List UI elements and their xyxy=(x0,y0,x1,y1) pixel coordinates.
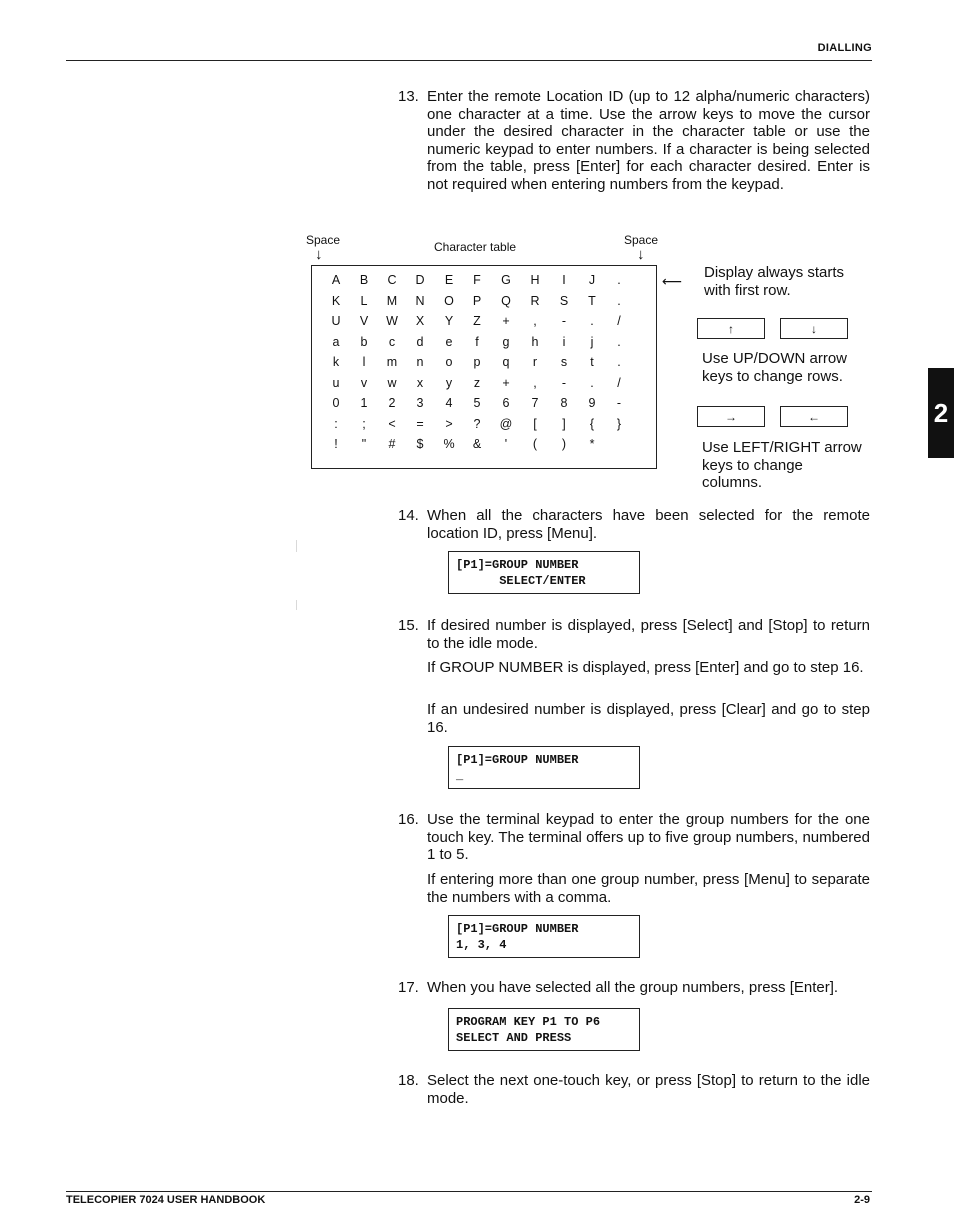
step-text: When all the characters have been selected for the remote location ID, press [Menu]. xyxy=(427,507,870,542)
character-cell: 6 xyxy=(502,396,510,410)
character-cell: v xyxy=(360,375,368,390)
character-cell: 1 xyxy=(360,396,368,410)
character-cell: * xyxy=(589,437,595,451)
character-cell: a xyxy=(332,334,340,349)
character-table-row xyxy=(312,355,658,375)
character-table-row xyxy=(312,417,658,437)
character-cell: w xyxy=(387,375,397,390)
character-cell: q xyxy=(502,355,510,369)
step-number: 14. xyxy=(398,507,419,524)
character-cell: % xyxy=(443,437,455,451)
character-cell: t xyxy=(590,355,594,369)
character-cell: + xyxy=(502,314,510,328)
scan-mark xyxy=(296,540,297,552)
character-cell: y xyxy=(445,375,453,390)
character-cell: @ xyxy=(499,416,513,431)
character-table-row xyxy=(312,273,658,293)
step-14 xyxy=(398,507,870,542)
character-cell: ! xyxy=(334,437,338,451)
left-arrow-key xyxy=(780,406,848,427)
step-text: Select the next one-touch key, or press [Stop] to return to the idle mode. xyxy=(427,1072,870,1107)
character-cell: g xyxy=(502,334,510,349)
step-text: Enter the remote Location ID (up to 12 alpha/numeric characters) one character at a time. Use the arrow keys to move the cursor under the desired character in the character table or use the numeric keypad to enter numbers. If a character is being selected from the table, press [Enter] for each character desired. Enter is not required when entering numbers from the keypad. xyxy=(427,88,870,193)
note-updown: Use UP/DOWN arrow keys to change rows. xyxy=(702,350,848,385)
character-table-row xyxy=(312,376,658,396)
step-number: 16. xyxy=(398,811,419,828)
character-cell: c xyxy=(388,334,396,349)
character-cell: E xyxy=(444,273,454,287)
character-cell: F xyxy=(473,273,481,287)
character-table-row xyxy=(312,314,658,334)
character-cell: z xyxy=(473,375,481,390)
character-cell: 9 xyxy=(588,396,596,410)
scan-mark xyxy=(296,600,297,610)
character-table-row xyxy=(312,294,658,314)
character-cell: o xyxy=(445,355,453,369)
character-cell: u xyxy=(332,375,340,390)
character-cell: I xyxy=(562,273,566,287)
character-cell: d xyxy=(416,334,424,349)
character-cell: j xyxy=(590,334,594,349)
character-cell: # xyxy=(388,437,396,451)
lcd-line-1: [P1]=GROUP NUMBER xyxy=(456,753,579,767)
character-cell: D xyxy=(415,273,425,287)
character-cell: Q xyxy=(501,293,511,308)
lcd-line-1: [P1]=GROUP NUMBER xyxy=(456,922,579,936)
character-cell: ( xyxy=(532,437,538,451)
arrow-down-icon: ↓ xyxy=(315,246,323,263)
character-cell: M xyxy=(386,293,398,308)
character-cell: ; xyxy=(362,416,366,431)
character-cell: $ xyxy=(416,437,424,451)
character-cell: . xyxy=(617,293,621,308)
step-text: When you have selected all the group numbers, press [Enter]. xyxy=(427,979,839,996)
character-cell: m xyxy=(386,355,398,369)
character-table-row xyxy=(312,335,658,355)
character-cell: = xyxy=(416,416,424,431)
character-cell: i xyxy=(562,334,566,349)
step-number: 15. xyxy=(398,617,419,634)
character-cell: ) xyxy=(561,437,567,451)
step-text: Use the terminal keypad to enter the group numbers for the one touch key. The terminal offers up to five group numbers, numbered 1 to 5. xyxy=(427,811,870,863)
character-cell: s xyxy=(560,355,568,369)
character-cell: Y xyxy=(444,314,454,328)
footer-rule xyxy=(66,1191,872,1192)
page-number: 2-9 xyxy=(854,1194,870,1206)
character-cell: h xyxy=(531,334,539,349)
character-cell: S xyxy=(559,293,569,308)
lcd-display xyxy=(448,551,640,594)
lcd-line-2: _ xyxy=(456,769,464,783)
character-cell: & xyxy=(472,437,482,451)
note-first-row: Display always starts with first row. xyxy=(704,264,845,299)
character-cell: . xyxy=(590,375,594,390)
step-number: 13. xyxy=(398,88,419,105)
character-cell: < xyxy=(388,416,396,431)
character-cell: x xyxy=(416,375,424,390)
arrow-left-icon: ⟵ xyxy=(662,273,683,289)
step-13 xyxy=(398,88,870,193)
lcd-line-1: [P1]=GROUP NUMBER xyxy=(456,558,579,572)
character-cell: r xyxy=(532,355,538,369)
step-15 xyxy=(398,617,870,652)
step-16 xyxy=(398,811,870,864)
character-cell: . xyxy=(617,334,621,349)
right-arrow-key xyxy=(697,406,765,427)
character-cell: n xyxy=(416,355,424,369)
lcd-line-1: PROGRAM KEY P1 TO P6 xyxy=(456,1015,601,1029)
character-cell: G xyxy=(501,273,511,287)
character-cell: , xyxy=(533,375,537,390)
character-cell: 5 xyxy=(473,396,481,410)
character-cell: . xyxy=(617,355,621,369)
character-cell: B xyxy=(359,273,369,287)
character-cell: K xyxy=(331,293,341,308)
step-15-paragraph-2: If GROUP NUMBER is displayed, press [Enter] and go to step 16. xyxy=(427,659,864,676)
lcd-line-2: SELECT AND PRESS xyxy=(456,1031,572,1045)
step-17 xyxy=(398,979,870,997)
character-cell: , xyxy=(533,314,537,328)
character-cell: 3 xyxy=(416,396,424,410)
down-arrow-icon: ↓ xyxy=(811,321,817,336)
note-leftright: Use LEFT/RIGHT arrow keys to change columns. xyxy=(702,439,862,491)
character-cell: > xyxy=(445,416,453,431)
character-cell: 4 xyxy=(445,396,453,410)
character-cell: N xyxy=(415,293,425,308)
character-cell: J xyxy=(588,273,596,287)
section-title: DIALLING xyxy=(817,42,872,54)
character-cell: 8 xyxy=(560,396,568,410)
character-cell: 2 xyxy=(388,396,396,410)
character-cell: V xyxy=(359,314,369,328)
character-cell: } xyxy=(616,416,622,431)
character-cell: X xyxy=(415,314,425,328)
character-cell: l xyxy=(362,355,366,369)
right-arrow-icon: → xyxy=(725,409,737,424)
character-cell: : xyxy=(334,416,338,431)
character-cell: / xyxy=(617,314,621,328)
character-cell: A xyxy=(331,273,341,287)
character-cell: e xyxy=(445,334,453,349)
chapter-tab: 2 xyxy=(928,368,954,458)
up-arrow-key xyxy=(697,318,765,339)
footer-title: TELECOPIER 7024 USER HANDBOOK xyxy=(66,1194,266,1206)
character-cell: [ xyxy=(533,416,537,431)
down-arrow-key xyxy=(780,318,848,339)
step-text: If desired number is displayed, press [Select] and [Stop] to return to the idle mode. xyxy=(427,617,870,652)
character-table-row xyxy=(312,437,658,457)
character-cell: ' xyxy=(504,437,508,451)
lcd-display xyxy=(448,1008,640,1051)
character-cell: f xyxy=(475,334,479,349)
character-cell: . xyxy=(617,273,621,287)
header-rule xyxy=(66,60,872,61)
step-number: 18. xyxy=(398,1072,419,1089)
character-cell: L xyxy=(360,293,368,308)
lcd-line-2: SELECT/ENTER xyxy=(456,574,586,588)
character-cell: . xyxy=(590,314,594,328)
up-arrow-icon: ↑ xyxy=(728,321,734,336)
character-cell: T xyxy=(588,293,596,308)
arrow-down-icon: ↓ xyxy=(637,246,645,263)
space-label-right: Space xyxy=(624,233,659,247)
character-cell: - xyxy=(561,314,567,328)
character-cell: U xyxy=(331,314,341,328)
character-table-row xyxy=(312,396,658,416)
character-cell: k xyxy=(332,355,340,369)
lcd-line-2: 1, 3, 4 xyxy=(456,938,507,952)
character-cell: Z xyxy=(473,314,481,328)
character-cell: 0 xyxy=(332,396,340,410)
character-table-title: Character table xyxy=(434,240,517,254)
character-cell: + xyxy=(502,375,510,390)
character-cell: P xyxy=(472,293,482,308)
character-table xyxy=(311,265,657,469)
character-cell: H xyxy=(530,273,540,287)
character-cell: - xyxy=(616,396,622,410)
character-cell: " xyxy=(361,437,367,451)
space-label-left: Space xyxy=(306,233,341,247)
character-cell: O xyxy=(444,293,454,308)
character-cell: p xyxy=(473,355,481,369)
character-cell: ? xyxy=(473,416,481,431)
character-cell: b xyxy=(360,334,368,349)
character-cell: W xyxy=(386,314,398,328)
character-cell: - xyxy=(561,375,567,390)
step-18 xyxy=(398,1072,870,1107)
character-cell: / xyxy=(617,375,621,390)
character-cell: C xyxy=(387,273,397,287)
step-number: 17. xyxy=(398,979,419,996)
character-cell: { xyxy=(589,416,595,431)
lcd-display xyxy=(448,915,640,958)
left-arrow-icon: ← xyxy=(808,409,820,424)
step-16-paragraph-2: If entering more than one group number, press [Menu] to separate the numbers with a comma. xyxy=(427,871,870,906)
step-15-paragraph-3: If an undesired number is displayed, press [Clear] and go to step 16. xyxy=(427,701,870,736)
character-cell: 7 xyxy=(531,396,539,410)
lcd-display xyxy=(448,746,640,789)
character-cell: R xyxy=(530,293,540,308)
character-cell: ] xyxy=(562,416,566,431)
